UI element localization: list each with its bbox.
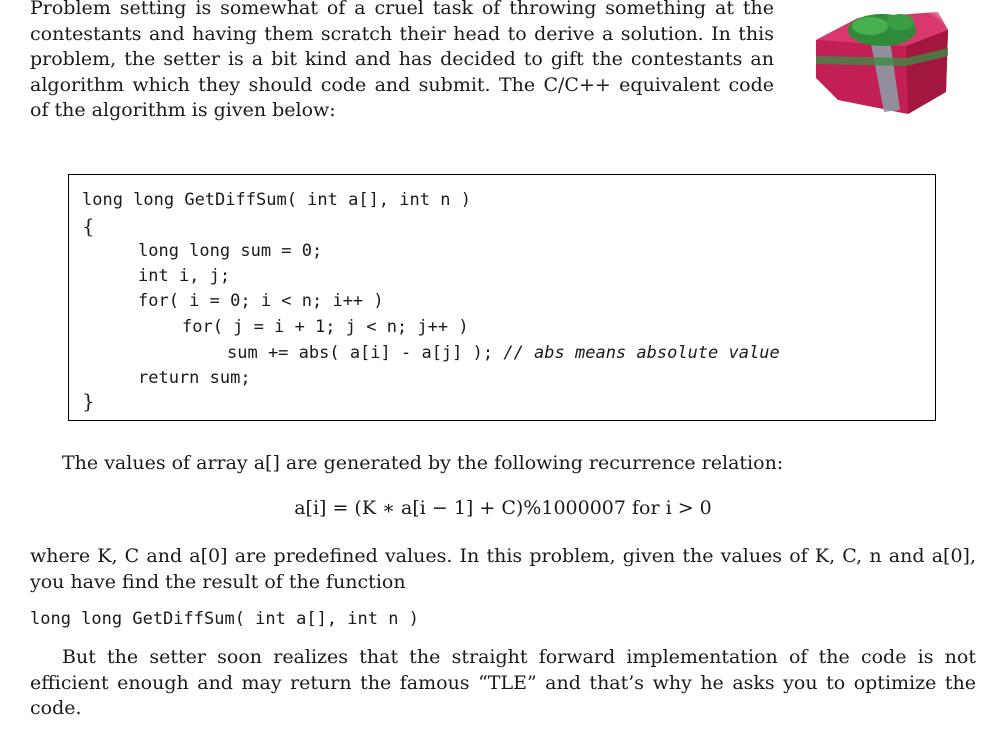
optimization-paragraph: But the setter soon realizes that the straight forward implementation of the code is not efficient enough and may return the famous “TLE” and that’s why he asks you to optimize the code. bbox=[30, 646, 976, 719]
code-open-brace: { bbox=[82, 214, 95, 238]
code-line-sum-decl: long long sum = 0; bbox=[138, 241, 323, 261]
code-statement: sum += abs( a[i] - a[j] ); bbox=[227, 343, 504, 363]
code-line-signature: long long GetDiffSum( int a[], int n ) bbox=[82, 190, 471, 210]
code-line-inner-for: for( j = i + 1; j < n; j++ ) bbox=[182, 317, 469, 337]
function-signature: long long GetDiffSum( int a[], int n ) bbox=[30, 609, 419, 629]
code-block bbox=[68, 174, 936, 421]
code-line-int-decl: int i, j; bbox=[138, 266, 231, 286]
values-intro-paragraph: The values of array a[] are generated by the following recurrence relation: bbox=[62, 452, 784, 474]
recurrence-formula: a[i] = (K ∗ a[i − 1] + C)%1000007 for i > 0 bbox=[294, 497, 712, 519]
intro-paragraph: Problem setting is somewhat of a cruel task of throwing something at the contestants and having them scratch their head to derive a solution. In this problem, the setter is a bit kind and has decided to gift the contestants an algorithm which they should code and submit. The C/C++ equivalent code of the algorithm is given below: bbox=[30, 0, 774, 121]
code-line-sum-accumulate bbox=[227, 343, 780, 363]
code-comment: // abs means absolute value bbox=[503, 343, 780, 363]
gift-box-icon bbox=[808, 0, 960, 118]
code-line-outer-for: for( i = 0; i < n; i++ ) bbox=[138, 291, 384, 311]
where-paragraph: where K, C and a[0] are predefined values. In this problem, given the values of K, C, n and a[0], you have find the result of the function bbox=[30, 545, 976, 593]
code-line-return: return sum; bbox=[138, 368, 251, 388]
code-close-brace: } bbox=[82, 389, 95, 413]
